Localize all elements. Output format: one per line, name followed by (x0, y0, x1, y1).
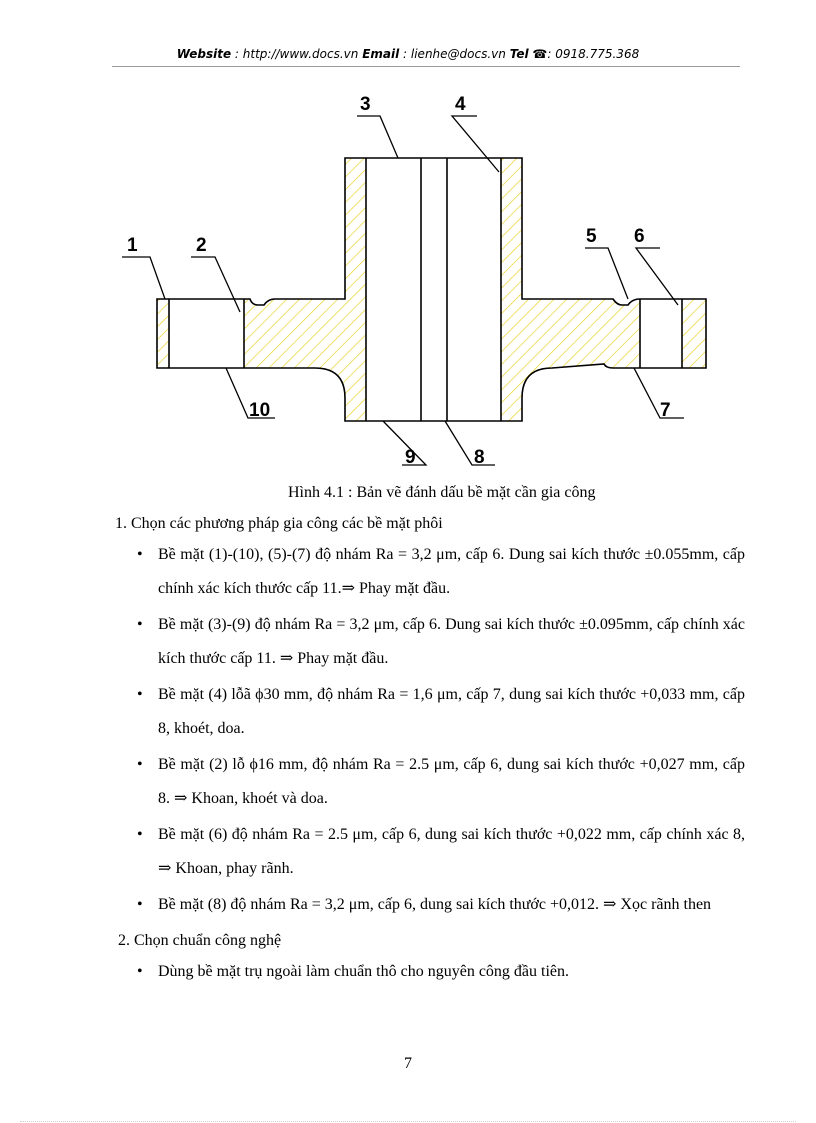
list-item: • Bề mặt (8) độ nhám Ra = 3,2 μm, cấp 6, dung sai kích thước +0,012. ⇒ Xọc rãnh then (115, 888, 745, 922)
leader-2 (191, 257, 240, 312)
list-item: • Dùng bề mặt trụ ngoài làm chuẩn thô cho nguyên công đầu tiên. (115, 955, 745, 989)
tel-number: 0918.775.368 (555, 47, 640, 61)
section-1-title: 1. Chọn các phương pháp gia công các bề mặt phôi (115, 515, 443, 532)
figure-labels (127, 94, 671, 468)
website-label: Website (176, 47, 232, 61)
label-10: 10 (249, 400, 271, 421)
footer-rule (20, 1121, 796, 1122)
label-3: 3 (360, 94, 371, 115)
bullet-icon: • (137, 963, 143, 980)
leader-3 (357, 116, 398, 158)
figure-caption: Hình 4.1 : Bản vẽ đánh dấu bề mặt cần gia công (288, 484, 596, 501)
bullet-icon: • (137, 756, 143, 773)
bullet-icon: • (137, 686, 143, 703)
label-1: 1 (127, 235, 138, 256)
header-rule (112, 66, 740, 67)
website-url: http://www.docs.vn (242, 47, 359, 61)
label-6: 6 (634, 226, 645, 247)
left-end-section (157, 299, 169, 368)
leader-4 (452, 116, 499, 172)
label-7: 7 (660, 400, 671, 421)
label-2: 2 (196, 235, 207, 256)
section-2-list (115, 955, 745, 989)
document-body (115, 512, 745, 989)
label-5: 5 (586, 226, 597, 247)
bullet-icon: • (137, 616, 143, 633)
left-arm-section (244, 158, 366, 421)
leader-8 (445, 421, 495, 465)
leader-5 (585, 248, 628, 299)
leader-6 (636, 248, 678, 305)
email-address: lienhe@docs.vn (410, 47, 506, 61)
list-item: • Bề mặt (2) lỗ ϕ16 mm, độ nhám Ra = 2.5 μm, cấp 6, dung sai kích thước +0,027 mm, cấp 8. ⇒ Khoan, khoét và doa. (115, 748, 745, 816)
section-1-list (115, 538, 745, 922)
right-end-section (682, 299, 706, 368)
list-item: • Bề mặt (6) độ nhám Ra = 2.5 μm, cấp 6, dung sai kích thước +0,022 mm, cấp chính xác 8, ⇒ Khoan, phay rãnh. (115, 818, 745, 886)
leader-lines (122, 116, 684, 465)
leader-1 (122, 257, 165, 299)
bullet-icon: • (137, 826, 143, 843)
list-item: • Bề mặt (4) lỗã ϕ30 mm, độ nhám Ra = 1,6 μm, cấp 7, dung sai kích thước +0,033 mm, cấp 8, khoét, doa. (115, 678, 745, 746)
label-9: 9 (405, 447, 416, 468)
part-drawing (0, 80, 816, 480)
tel-label: Tel (509, 47, 529, 61)
page-header: Website : http://www.docs.vn Email : lienhe@docs.vn Tel ☎: 0918.775.368 (176, 47, 640, 61)
leader-7 (634, 368, 684, 418)
label-4: 4 (455, 94, 466, 115)
section-2-title: 2. Chọn chuẩn công nghệ (118, 932, 282, 949)
bullet-icon: • (137, 896, 143, 913)
list-item: • Bề mặt (3)-(9) độ nhám Ra = 3,2 μm, cấp 6. Dung sai kích thước ±0.095mm, cấp chính xác kích thước cấp 11. ⇒ Phay mặt đầu. (115, 608, 745, 676)
bullet-icon: • (137, 546, 143, 563)
phone-icon: ☎ (532, 47, 548, 61)
label-8: 8 (474, 447, 485, 468)
list-item: • Bề mặt (1)-(10), (5)-(7) độ nhám Ra = 3,2 μm, cấp 6. Dung sai kích thước ±0.055mm, cấp chính xác kích thước cấp 11.⇒ Phay mặt đầu. (115, 538, 745, 606)
page-number: 7 (404, 1055, 412, 1072)
email-label: Email (362, 47, 400, 61)
